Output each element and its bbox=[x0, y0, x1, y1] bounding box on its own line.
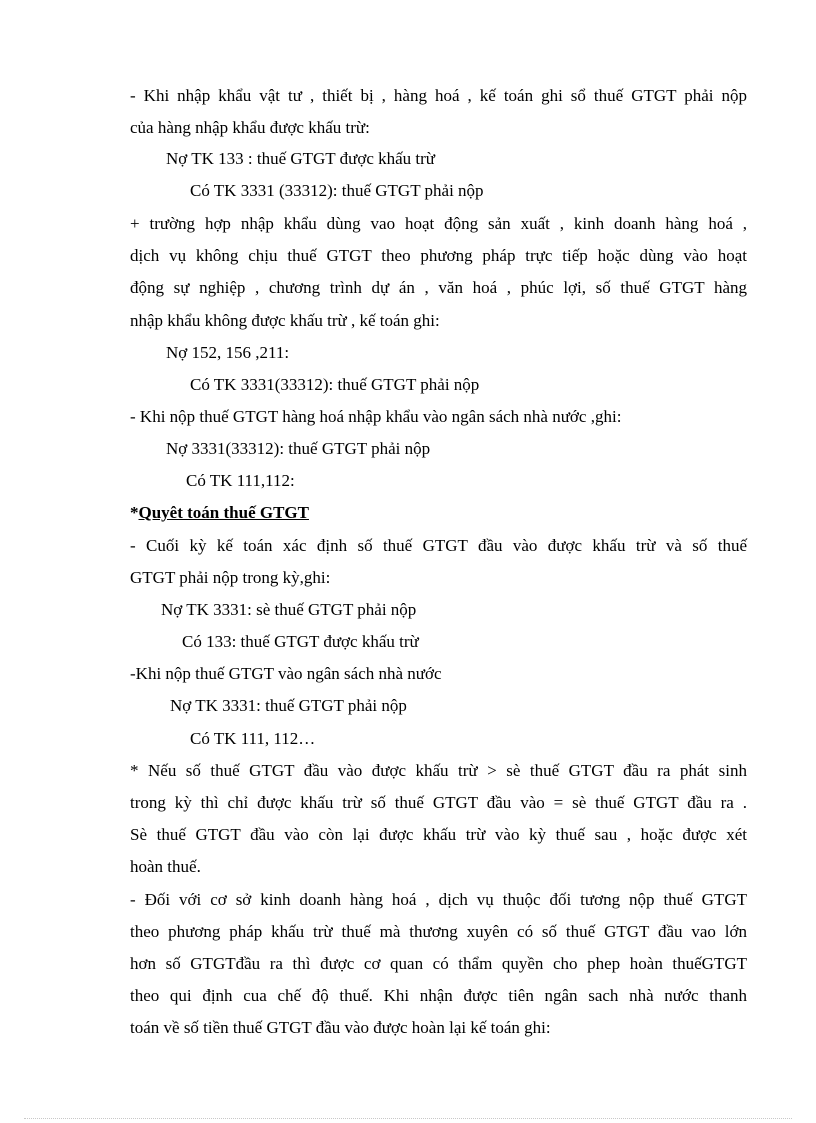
paragraph-line: GTGT phải nộp trong kỳ,ghi: bbox=[130, 568, 331, 587]
page-bottom-rule bbox=[24, 1118, 792, 1119]
paragraph-line: hơn số GTGTđầu ra thì được cơ quan có thẩm quyền cho phep hoàn thuếGTGT bbox=[130, 954, 747, 973]
heading-bullet: * bbox=[130, 503, 139, 522]
paragraph-line: động sự nghiệp , chương trình dự án , văn hoá , phúc lợi, số thuế GTGT hàng bbox=[130, 278, 747, 297]
paragraph-line: -Khi nộp thuế GTGT vào ngân sách nhà nước bbox=[130, 664, 442, 683]
paragraph-line: toán về số tiền thuế GTGT đầu vào được hoàn lại kế toán ghi: bbox=[130, 1018, 551, 1037]
journal-credit-line: Có 133: thuế GTGT được khấu trừ bbox=[182, 632, 419, 651]
paragraph-line: của hàng nhập khẩu được khấu trừ: bbox=[130, 118, 370, 137]
paragraph-line: * Nếu số thuế GTGT đầu vào được khấu trừ > sè thuế GTGT đầu ra phát sinh bbox=[130, 761, 747, 780]
paragraph-line: theo qui định cua chế độ thuế. Khi nhận được tiên ngân sach nhà nước thanh bbox=[130, 986, 747, 1005]
section-heading bbox=[130, 502, 309, 524]
paragraph-line: theo phương pháp khấu trừ thuế mà thương xuyên có số thuế GTGT đầu vao lớn bbox=[130, 922, 747, 941]
paragraph-line: trong kỳ thì chỉ được khấu trừ số thuế GTGT đầu vào = sè thuế GTGT đầu ra . bbox=[130, 793, 747, 812]
journal-credit-line: Có TK 111, 112… bbox=[190, 729, 316, 748]
paragraph-line: hoàn thuế. bbox=[130, 857, 201, 876]
paragraph-line: Sè thuế GTGT đầu vào còn lại được khấu trừ vào kỳ thuế sau , hoặc được xét bbox=[130, 825, 747, 844]
journal-debit-line: Nợ 152, 156 ,211: bbox=[166, 343, 290, 362]
paragraph-line: - Khi nhập khẩu vật tư , thiết bị , hàng hoá , kế toán ghi sổ thuế GTGT phải nộp bbox=[130, 86, 747, 105]
journal-debit-line: Nợ TK 3331: sè thuế GTGT phải nộp bbox=[161, 600, 417, 619]
journal-debit-line: Nợ TK 3331: thuế GTGT phải nộp bbox=[170, 696, 407, 715]
journal-credit-line: Có TK 3331 (33312): thuế GTGT phải nộp bbox=[190, 181, 484, 200]
paragraph-line: + trường hợp nhập khẩu dùng vao hoạt động sản xuất , kinh doanh hàng hoá , bbox=[130, 214, 747, 233]
journal-debit-line: Nợ TK 133 : thuế GTGT được khấu trừ bbox=[166, 149, 436, 168]
paragraph-line: - Khi nộp thuế GTGT hàng hoá nhập khẩu vào ngân sách nhà nước ,ghi: bbox=[130, 407, 622, 426]
heading-text: Quyêt toán thuế GTGT bbox=[138, 503, 309, 522]
journal-credit-line: Có TK 3331(33312): thuế GTGT phải nộp bbox=[190, 375, 480, 394]
journal-credit-line: Có TK 111,112: bbox=[186, 471, 295, 490]
paragraph-line: - Đối với cơ sở kinh doanh hàng hoá , dịch vụ thuộc đối tương nộp thuế GTGT bbox=[130, 890, 747, 909]
journal-debit-line: Nợ 3331(33312): thuế GTGT phải nộp bbox=[166, 439, 431, 458]
paragraph-line: nhập khẩu không được khấu trừ , kế toán ghi: bbox=[130, 311, 440, 330]
paragraph-line: - Cuối kỳ kế toán xác định số thuế GTGT đầu vào được khấu trừ và số thuế bbox=[130, 536, 747, 555]
paragraph-line: dịch vụ không chịu thuế GTGT theo phương pháp trực tiếp hoặc dùng vào hoạt bbox=[130, 246, 747, 265]
